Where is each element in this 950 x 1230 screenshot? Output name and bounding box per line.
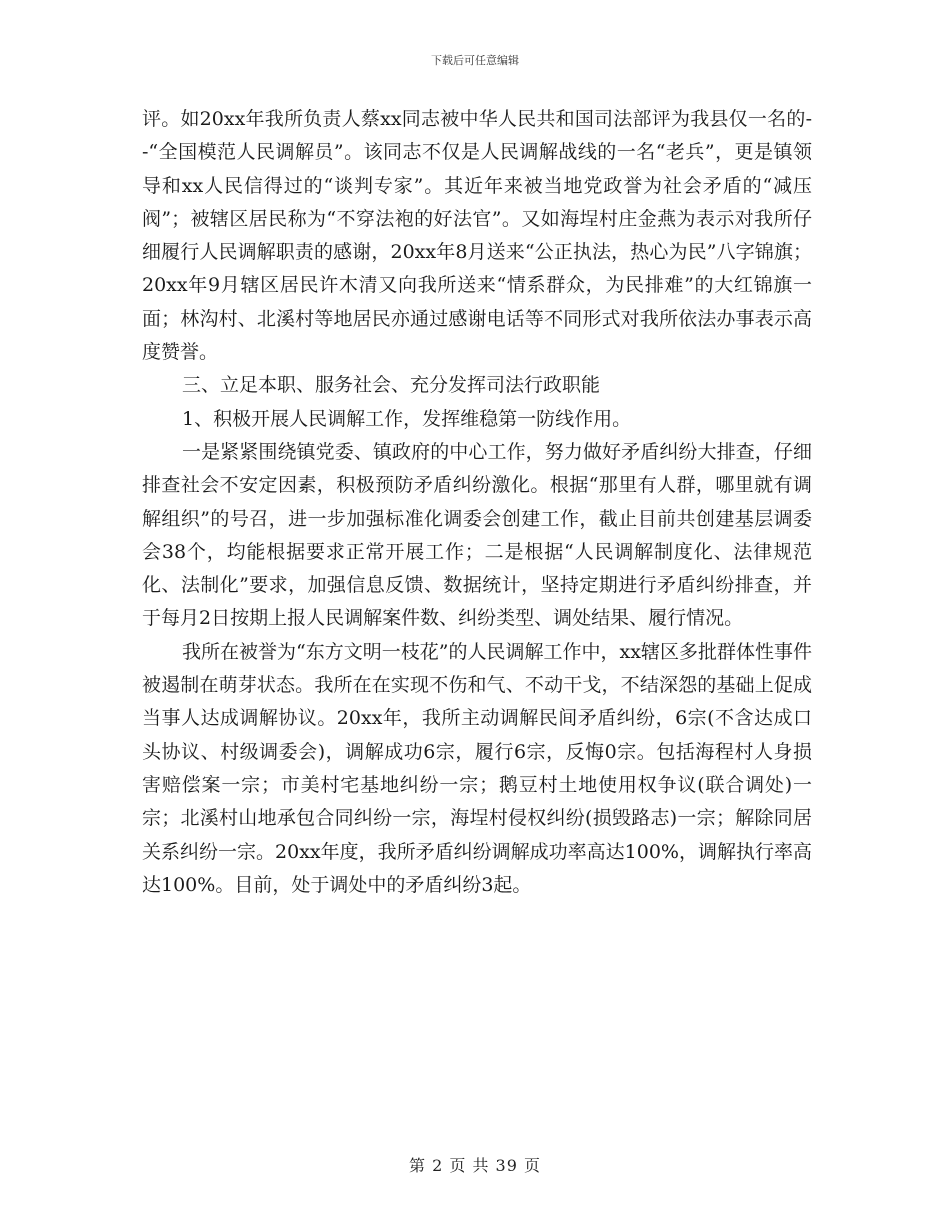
paragraph-mediation-results: 我所在被誉为“东方文明一枝花”的人民调解工作中，xx辖区多批群体性事件被遏制在萌芽状态。我所在在实现不伤和气、不动干戈，不结深怨的基础上促成当事人达成调解协议。20xx年，我所主动调解民间矛盾纠纷，6宗(不含达成口头协议、村级调委会)，调解成功6宗，履行6宗，反悔0宗。包括海程村人身损害赔偿案一宗；市美村宅基地纠纷一宗；鹅豆村土地使用权争议(联合调处)一宗；北溪村山地承包合同纠纷一宗，海埕村侵权纠纷(损毁路志)一宗；解除同居关系纠纷一宗。20xx年度，我所矛盾纠纷调解成功率高达100%，调解执行率高达100%。目前，处于调处中的矛盾纠纷3起。 <box>142 640 812 896</box>
document-body <box>142 103 812 902</box>
paragraph-commendations: 评。如20xx年我所负责人蔡xx同志被中华人民共和国司法部评为我县仅一名的--“全国模范人民调解员”。该同志不仅是人民调解战线的一名“老兵”，更是镇领导和xx人民信得过的“谈判专家”。其近年来被当地党政誉为社会矛盾的“减压阀”；被辖区居民称为“不穿法袍的好法官”。又如海埕村庄金燕为表示对我所仔细履行人民调解职责的感谢，20xx年8月送来“公正执法，热心为民”八字锦旗；20xx年9月辖区居民许木清又向我所送来“情系群众，为民排难”的大红锦旗一面；林沟村、北溪村等地居民亦通过感谢电话等不同形式对我所依法办事表示高度赞誉。 <box>142 108 812 364</box>
page-header-note: 下载后可任意编辑 <box>431 54 519 67</box>
section-heading-three: 三、立足本职、服务社会、充分发挥司法行政职能 <box>182 374 601 397</box>
subsection-heading-one: 1、积极开展人民调解工作，发挥维稳第一防线作用。 <box>182 407 632 430</box>
page-number-footer: 第 2 页 共 39 页 <box>409 1156 541 1175</box>
paragraph-mediation-work: 一是紧紧围绕镇党委、镇政府的中心工作，努力做好矛盾纠纷大排查，仔细排查社会不安定因素，积极预防矛盾纠纷激化。根据“那里有人群，哪里就有调解组织”的号召，进一步加强标准化调委会创建工作，截止目前共创建基层调委会38个，均能根据要求正常开展工作；二是根据“人民调解制度化、法律规范化、法制化”要求，加强信息反馈、数据统计，坚持定期进行矛盾纠纷排查，并于每月2日按期上报人民调解案件数、纠纷类型、调处结果、履行情况。 <box>142 440 812 630</box>
